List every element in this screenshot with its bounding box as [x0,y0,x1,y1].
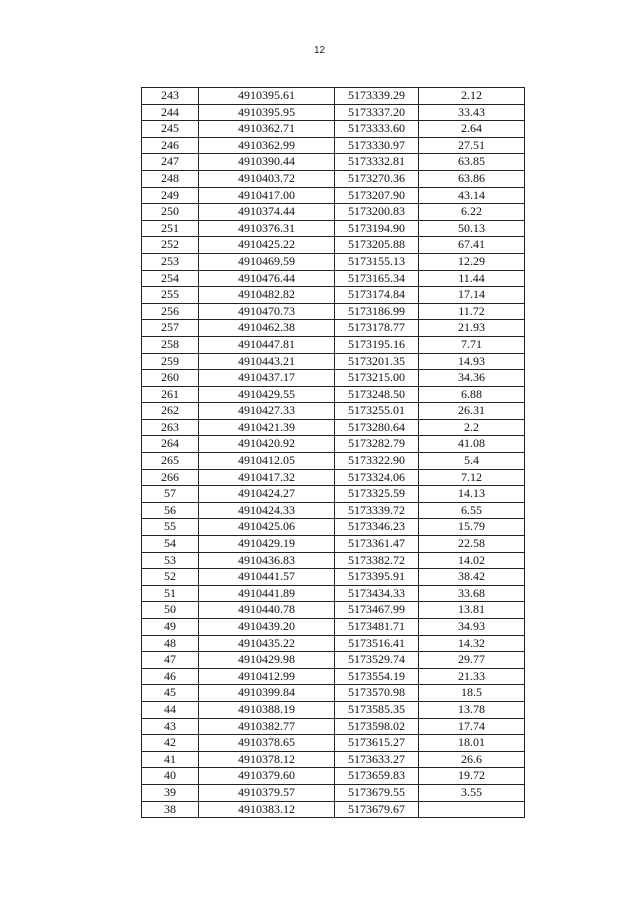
distance-cell: 13.81 [419,602,525,619]
coordinates-table [141,87,525,818]
x-coordinate-cell: 4910424.33 [199,502,335,519]
point-number-cell: 258 [142,336,199,353]
table-row [142,619,525,636]
point-number-cell: 244 [142,104,199,121]
x-coordinate-cell: 4910440.78 [199,602,335,619]
x-coordinate-cell: 4910476.44 [199,270,335,287]
table-row [142,685,525,702]
y-coordinate-cell: 5173395.91 [335,569,419,586]
table-row [142,88,525,105]
distance-cell: 6.55 [419,502,525,519]
x-coordinate-cell: 4910382.77 [199,718,335,735]
table-row [142,735,525,752]
point-number-cell: 52 [142,569,199,586]
point-number-cell: 54 [142,536,199,553]
point-number-cell: 51 [142,585,199,602]
table-row [142,768,525,785]
point-number-cell: 44 [142,701,199,718]
page-number: 12 [313,45,326,56]
x-coordinate-cell: 4910421.39 [199,419,335,436]
table-row [142,370,525,387]
x-coordinate-cell: 4910374.44 [199,204,335,221]
distance-cell: 67.41 [419,237,525,254]
distance-cell: 33.43 [419,104,525,121]
point-number-cell: 266 [142,469,199,486]
point-number-cell: 49 [142,619,199,636]
x-coordinate-cell: 4910435.22 [199,635,335,652]
distance-cell: 2.64 [419,121,525,138]
distance-cell: 6.88 [419,386,525,403]
distance-cell: 29.77 [419,652,525,669]
distance-cell: 18.01 [419,735,525,752]
y-coordinate-cell: 5173255.01 [335,403,419,420]
y-coordinate-cell: 5173165.34 [335,270,419,287]
x-coordinate-cell: 4910412.99 [199,668,335,685]
table-row [142,204,525,221]
table-row [142,453,525,470]
point-number-cell: 45 [142,685,199,702]
distance-cell: 22.58 [419,536,525,553]
distance-cell: 7.12 [419,469,525,486]
distance-cell: 2.12 [419,88,525,105]
point-number-cell: 253 [142,253,199,270]
y-coordinate-cell: 5173200.83 [335,204,419,221]
y-coordinate-cell: 5173155.13 [335,253,419,270]
y-coordinate-cell: 5173516.41 [335,635,419,652]
distance-cell: 12.29 [419,253,525,270]
y-coordinate-cell: 5173382.72 [335,552,419,569]
x-coordinate-cell: 4910429.55 [199,386,335,403]
point-number-cell: 50 [142,602,199,619]
point-number-cell: 249 [142,187,199,204]
y-coordinate-cell: 5173361.47 [335,536,419,553]
distance-cell: 34.93 [419,619,525,636]
y-coordinate-cell: 5173434.33 [335,585,419,602]
x-coordinate-cell: 4910395.61 [199,88,335,105]
x-coordinate-cell: 4910362.99 [199,137,335,154]
point-number-cell: 246 [142,137,199,154]
distance-cell: 2.2 [419,419,525,436]
x-coordinate-cell: 4910425.06 [199,519,335,536]
point-number-cell: 245 [142,121,199,138]
point-number-cell: 264 [142,436,199,453]
distance-cell: 11.72 [419,303,525,320]
table-row [142,652,525,669]
point-number-cell: 41 [142,751,199,768]
y-coordinate-cell: 5173332.81 [335,154,419,171]
point-number-cell: 255 [142,287,199,304]
x-coordinate-cell: 4910412.05 [199,453,335,470]
table-row [142,635,525,652]
distance-cell: 6.22 [419,204,525,221]
distance-cell: 19.72 [419,768,525,785]
distance-cell: 21.33 [419,668,525,685]
y-coordinate-cell: 5173554.19 [335,668,419,685]
distance-cell: 26.6 [419,751,525,768]
y-coordinate-cell: 5173186.99 [335,303,419,320]
distance-cell: 15.79 [419,519,525,536]
point-number-cell: 48 [142,635,199,652]
x-coordinate-cell: 4910399.84 [199,685,335,702]
y-coordinate-cell: 5173205.88 [335,237,419,254]
x-coordinate-cell: 4910388.19 [199,701,335,718]
x-coordinate-cell: 4910427.33 [199,403,335,420]
point-number-cell: 46 [142,668,199,685]
point-number-cell: 248 [142,170,199,187]
point-number-cell: 47 [142,652,199,669]
point-number-cell: 263 [142,419,199,436]
y-coordinate-cell: 5173270.36 [335,170,419,187]
y-coordinate-cell: 5173481.71 [335,619,419,636]
x-coordinate-cell: 4910441.89 [199,585,335,602]
x-coordinate-cell: 4910362.71 [199,121,335,138]
table-row [142,486,525,503]
table-row [142,187,525,204]
table-row [142,170,525,187]
point-number-cell: 243 [142,88,199,105]
x-coordinate-cell: 4910447.81 [199,336,335,353]
point-number-cell: 265 [142,453,199,470]
distance-cell: 11.44 [419,270,525,287]
y-coordinate-cell: 5173339.29 [335,88,419,105]
distance-cell [419,801,525,818]
point-number-cell: 53 [142,552,199,569]
table-row [142,751,525,768]
x-coordinate-cell: 4910379.57 [199,784,335,801]
distance-cell: 18.5 [419,685,525,702]
y-coordinate-cell: 5173467.99 [335,602,419,619]
point-number-cell: 262 [142,403,199,420]
table-row [142,303,525,320]
x-coordinate-cell: 4910441.57 [199,569,335,586]
table-row [142,220,525,237]
distance-cell: 43.14 [419,187,525,204]
y-coordinate-cell: 5173585.35 [335,701,419,718]
distance-cell: 41.08 [419,436,525,453]
distance-cell: 26.31 [419,403,525,420]
point-number-cell: 259 [142,353,199,370]
table-row [142,253,525,270]
y-coordinate-cell: 5173570.98 [335,685,419,702]
x-coordinate-cell: 4910429.19 [199,536,335,553]
point-number-cell: 40 [142,768,199,785]
x-coordinate-cell: 4910395.95 [199,104,335,121]
x-coordinate-cell: 4910482.82 [199,287,335,304]
distance-cell: 34.36 [419,370,525,387]
x-coordinate-cell: 4910429.98 [199,652,335,669]
point-number-cell: 251 [142,220,199,237]
x-coordinate-cell: 4910417.00 [199,187,335,204]
distance-cell: 13.78 [419,701,525,718]
point-number-cell: 57 [142,486,199,503]
point-number-cell: 254 [142,270,199,287]
x-coordinate-cell: 4910403.72 [199,170,335,187]
y-coordinate-cell: 5173207.90 [335,187,419,204]
table-row [142,419,525,436]
point-number-cell: 38 [142,801,199,818]
table-row [142,436,525,453]
table-row [142,585,525,602]
table-row [142,403,525,420]
y-coordinate-cell: 5173659.83 [335,768,419,785]
table-row [142,121,525,138]
table-row [142,469,525,486]
point-number-cell: 257 [142,320,199,337]
table-row [142,502,525,519]
table-row [142,569,525,586]
distance-cell: 17.14 [419,287,525,304]
distance-cell: 50.13 [419,220,525,237]
table-row [142,668,525,685]
table-row [142,154,525,171]
x-coordinate-cell: 4910424.27 [199,486,335,503]
y-coordinate-cell: 5173195.16 [335,336,419,353]
distance-cell: 17.74 [419,718,525,735]
distance-cell: 38.42 [419,569,525,586]
y-coordinate-cell: 5173248.50 [335,386,419,403]
y-coordinate-cell: 5173201.35 [335,353,419,370]
table-row [142,519,525,536]
distance-cell: 21.93 [419,320,525,337]
distance-cell: 33.68 [419,585,525,602]
table-row [142,287,525,304]
y-coordinate-cell: 5173178.77 [335,320,419,337]
point-number-cell: 260 [142,370,199,387]
y-coordinate-cell: 5173194.90 [335,220,419,237]
table-row [142,320,525,337]
x-coordinate-cell: 4910376.31 [199,220,335,237]
y-coordinate-cell: 5173324.06 [335,469,419,486]
table-row [142,801,525,818]
table-row [142,237,525,254]
distance-cell: 14.93 [419,353,525,370]
table-row [142,701,525,718]
table-row [142,784,525,801]
point-number-cell: 43 [142,718,199,735]
distance-cell: 3.55 [419,784,525,801]
y-coordinate-cell: 5173679.55 [335,784,419,801]
point-number-cell: 256 [142,303,199,320]
table-row [142,536,525,553]
distance-cell: 63.85 [419,154,525,171]
distance-cell: 5.4 [419,453,525,470]
x-coordinate-cell: 4910470.73 [199,303,335,320]
x-coordinate-cell: 4910443.21 [199,353,335,370]
y-coordinate-cell: 5173346.23 [335,519,419,536]
distance-cell: 14.13 [419,486,525,503]
distance-cell: 63.86 [419,170,525,187]
y-coordinate-cell: 5173322.90 [335,453,419,470]
table-row [142,552,525,569]
point-number-cell: 55 [142,519,199,536]
x-coordinate-cell: 4910378.12 [199,751,335,768]
x-coordinate-cell: 4910383.12 [199,801,335,818]
y-coordinate-cell: 5173679.67 [335,801,419,818]
y-coordinate-cell: 5173174.84 [335,287,419,304]
table-row [142,602,525,619]
x-coordinate-cell: 4910417.32 [199,469,335,486]
table-row [142,718,525,735]
point-number-cell: 252 [142,237,199,254]
y-coordinate-cell: 5173282.79 [335,436,419,453]
point-number-cell: 261 [142,386,199,403]
point-number-cell: 42 [142,735,199,752]
x-coordinate-cell: 4910379.60 [199,768,335,785]
x-coordinate-cell: 4910437.17 [199,370,335,387]
point-number-cell: 56 [142,502,199,519]
y-coordinate-cell: 5173339.72 [335,502,419,519]
y-coordinate-cell: 5173333.60 [335,121,419,138]
table-row [142,386,525,403]
point-number-cell: 39 [142,784,199,801]
coordinates-table-body [142,88,525,818]
x-coordinate-cell: 4910436.83 [199,552,335,569]
table-row [142,104,525,121]
x-coordinate-cell: 4910469.59 [199,253,335,270]
distance-cell: 27.51 [419,137,525,154]
x-coordinate-cell: 4910439.20 [199,619,335,636]
y-coordinate-cell: 5173330.97 [335,137,419,154]
x-coordinate-cell: 4910420.92 [199,436,335,453]
point-number-cell: 250 [142,204,199,221]
x-coordinate-cell: 4910425.22 [199,237,335,254]
x-coordinate-cell: 4910462.38 [199,320,335,337]
y-coordinate-cell: 5173598.02 [335,718,419,735]
distance-cell: 14.02 [419,552,525,569]
point-number-cell: 247 [142,154,199,171]
y-coordinate-cell: 5173529.74 [335,652,419,669]
x-coordinate-cell: 4910390.44 [199,154,335,171]
table-row [142,336,525,353]
x-coordinate-cell: 4910378.65 [199,735,335,752]
distance-cell: 7.71 [419,336,525,353]
y-coordinate-cell: 5173615.27 [335,735,419,752]
distance-cell: 14.32 [419,635,525,652]
table-row [142,270,525,287]
y-coordinate-cell: 5173337.20 [335,104,419,121]
y-coordinate-cell: 5173215.00 [335,370,419,387]
y-coordinate-cell: 5173280.64 [335,419,419,436]
table-row [142,137,525,154]
table-row [142,353,525,370]
y-coordinate-cell: 5173633.27 [335,751,419,768]
y-coordinate-cell: 5173325.59 [335,486,419,503]
